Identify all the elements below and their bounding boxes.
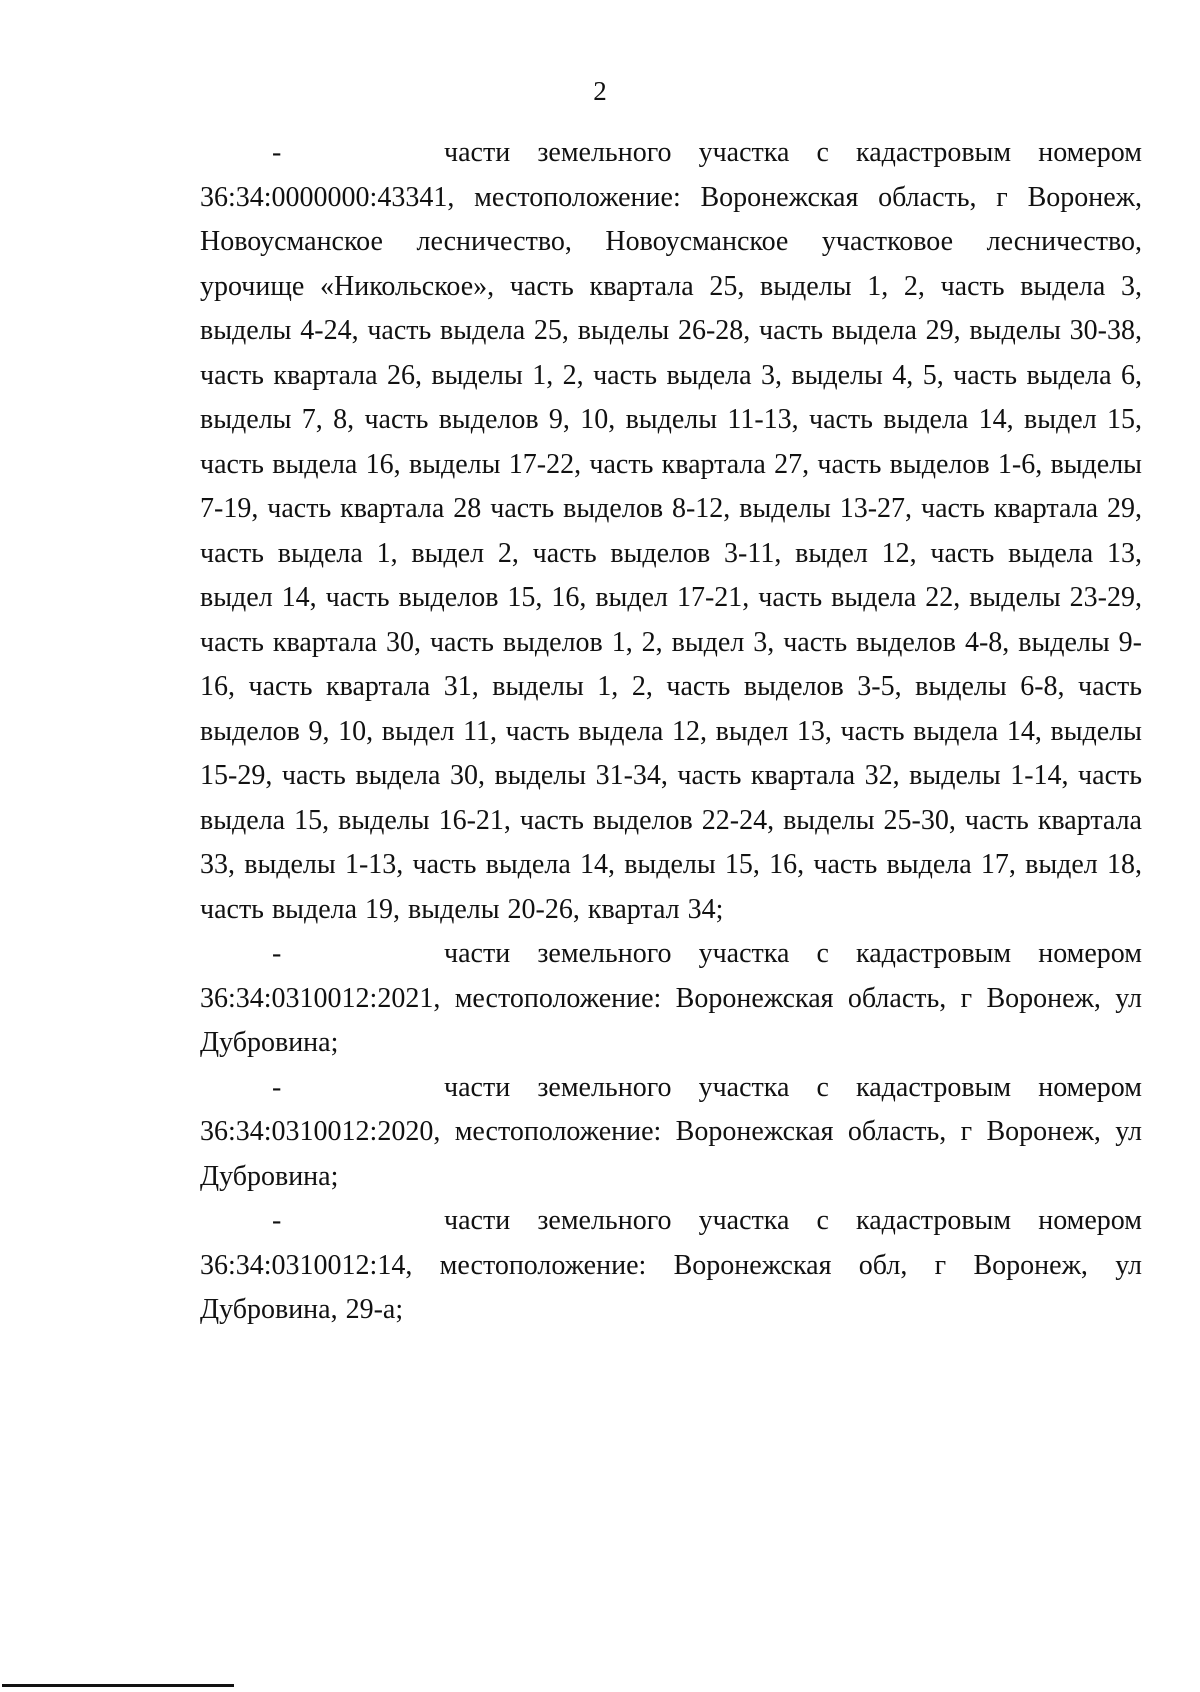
paragraph-land-plot-14: - части земельного участка с кадастровым номером 36:34:0310012:14, местоположение: Воронежская обл, г Воронеж, ул Дубровина, 29-а;	[200, 1205, 1142, 1325]
page-number: 2	[593, 76, 607, 106]
paragraph-land-plot-43341: - части земельного участка с кадастровым номером 36:34:0000000:43341, местоположение: Воронежская область, г Воронеж, Новоусманское лесничество, Новоусманское участковое лесничество, урочище «Никольское», часть квартала 25, выделы 1, 2, часть выдела 3, выделы 4-24, часть выдела 25, выделы 26-28, часть выдела 29, выделы 30-38, часть квартала 26, выделы 1, 2, часть выдела 3, выделы 4, 5, часть выдела 6, выделы 7, 8, часть выделов 9, 10, выделы 11-13, часть выдела 14, выдел 15, часть выдела 16, выделы 17-22, часть квартала 27, часть выделов 1-6, выделы 7-19, часть квартала 28 часть выделов 8-12, выделы 13-27, часть квартала 29, часть выдела 1, выдел 2, часть выделов 3-11, выдел 12, часть выдела 13, выдел 14, часть выделов 15, 16, выдел 17-21, часть выдела 22, выделы 23-29, часть квартала 30, часть выделов 1, 2, выдел 3, часть выделов 4-8, выделы 9-16, часть квартала 31, выделы 1, 2, часть выделов 3-5, выделы 6-8, часть выделов 9, 10, выдел 11, часть выдела 12, выдел 13, часть выдела 14, выделы 15-29, часть выдела 30, выделы 31-34, часть квартала 32, выделы 1-14, часть выдела 15, выделы 16-21, часть выделов 22-24, выделы 25-30, часть квартала 33, выделы 1-13, часть выдела 14, выделы 15, 16, часть выдела 17, выдел 18, часть выдела 19, выделы 20-26, квартал 34;	[200, 137, 1142, 925]
paragraph-land-plot-2020: - части земельного участка с кадастровым номером 36:34:0310012:2020, местоположение: Воронежская область, г Воронеж, ул Дубровина;	[200, 1071, 1142, 1192]
paragraph-land-plot-2021: - части земельного участка с кадастровым номером 36:34:0310012:2021, местоположение: Воронежская область, г Воронеж, ул Дубровина;	[200, 938, 1142, 1058]
footnote-separator-line	[2, 1684, 234, 1687]
document-body	[200, 131, 1142, 1333]
